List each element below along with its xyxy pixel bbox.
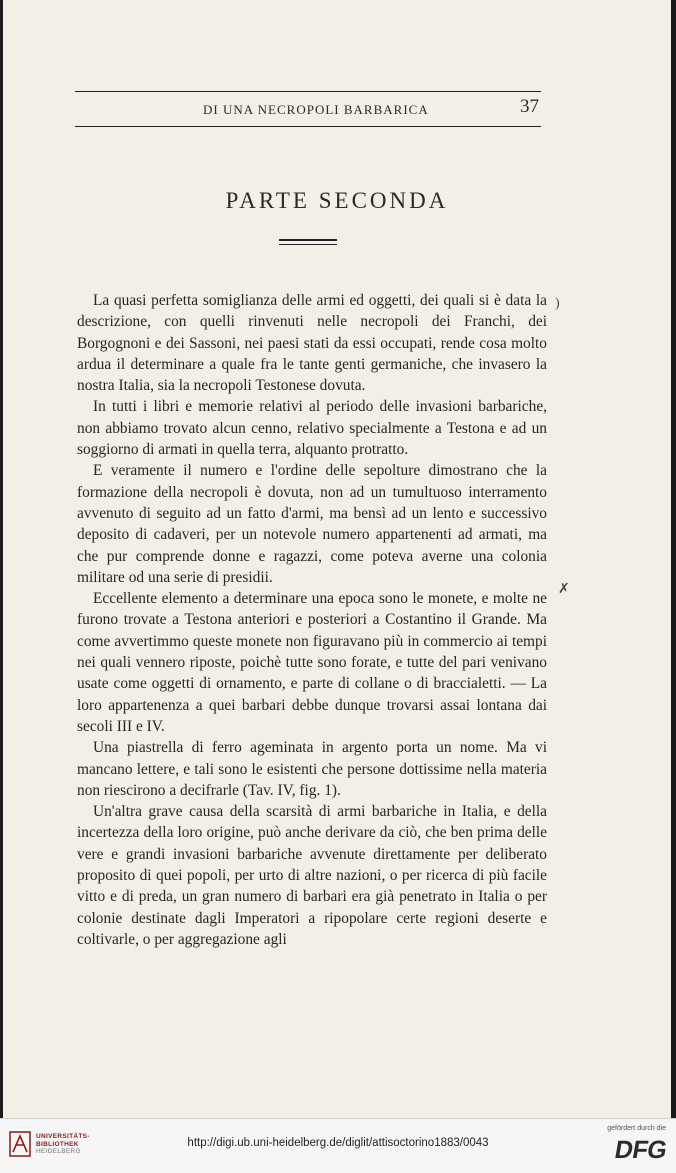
- library-name-line: UNIVERSITÄTS-: [36, 1133, 90, 1140]
- viewer-footer: [0, 1118, 676, 1173]
- paragraph: In tutti i libri e memorie relativi al periodo delle invasioni barbariche, non abbiamo trovato alcun cenno, relativo specialmente a Testona e ad un soggiorno di armati in quella terra, alquanto protratto.: [77, 398, 547, 459]
- top-rule: [75, 91, 541, 92]
- header-rule: [75, 126, 541, 127]
- title-ornament-rule-lower: [279, 244, 337, 245]
- library-name-line: HEIDELBERG: [36, 1148, 81, 1156]
- paragraph: Eccellente elemento a determinare una epoca sono le monete, e molte ne furono trovate a Testona anteriori e posteriori a Costantino il Grande. Ma come avvertimmo queste monete non figuravano più in commercio ai tempi nei quali vennero riposte, poichè tutte sono forate, e tutte del pari venivano usate come oggetti di ornamento, e parte di collane o di braccialetti. — La loro appartenenza a quei barbari debbe dunque trovarsi assai lontana dai secoli III e IV.: [77, 590, 547, 735]
- margin-pencil-mark: ): [555, 296, 560, 311]
- running-title: DI UNA NECROPOLI BARBARICA: [203, 102, 429, 117]
- dfg-logo: DFG: [612, 1136, 669, 1164]
- title-ornament-rule-upper: [279, 239, 337, 241]
- paragraph: E veramente il numero e l'ordine delle sepolture dimostrano che la formazione della necropoli è dovuta, non ad un tumultuoso interramento avvenuto di seguito ad un fatto d'armi, ma bensì ad un lento e successivo deposito di cadaveri, per un notevole numero appartenenti ad armati, ma che pur comprende donne e ragazzi, come poteva averne una colonia militare od una serie di presidii.: [77, 462, 547, 586]
- funded-by-label: gefördert durch die: [607, 1125, 666, 1132]
- margin-pencil-mark: ✗: [558, 582, 570, 597]
- section-title: PARTE SECONDA: [225, 188, 449, 213]
- paragraph: Una piastrella di ferro ageminata in argento porta un nome. Ma vi mancano lettere, e tali sono le esistenti che persone dottissime nella materia non riescirono a decifrarle (Tav. IV, fig. 1).: [77, 739, 547, 799]
- paragraph: Un'altra grave causa della scarsità di armi barbariche in Italia, e della incertezza della loro origine, può anche derivare da ciò, che ben prima delle vere e grandi invasioni barbariche avvenute direttamente per deliberato proposito di quei popoli, per urto di altre nazioni, o per ricerca di più facile vitto e di preda, un gran numero di barbari era già penetrato in Italia o per colonie destinate dagli Imperatori a ripopolare certe regioni deserte e coltivarle, o per aggregazione agli: [77, 803, 547, 948]
- page-number: 37: [520, 96, 539, 117]
- permalink-url[interactable]: http://digi.ub.uni-heidelberg.de/diglit/attisoctorino1883/0043: [187, 1137, 489, 1149]
- library-name-line: BIBLIOTHEK: [36, 1140, 79, 1148]
- paragraph: La quasi perfetta somiglianza delle armi ed oggetti, dei quali si è data la descrizione, con quelli rinvenuti nelle necropoli dei Franchi, dei Borgognoni e dei Sassoni, nei paesi stati da essi occupati, rende cosa molto ardua il determinare a quale fra le tante genti germaniche, che invasero la nostra Italia, sia la necropoli Testonese dovuta.: [77, 292, 547, 395]
- body-text: [77, 290, 547, 950]
- scanned-page: [3, 0, 671, 1118]
